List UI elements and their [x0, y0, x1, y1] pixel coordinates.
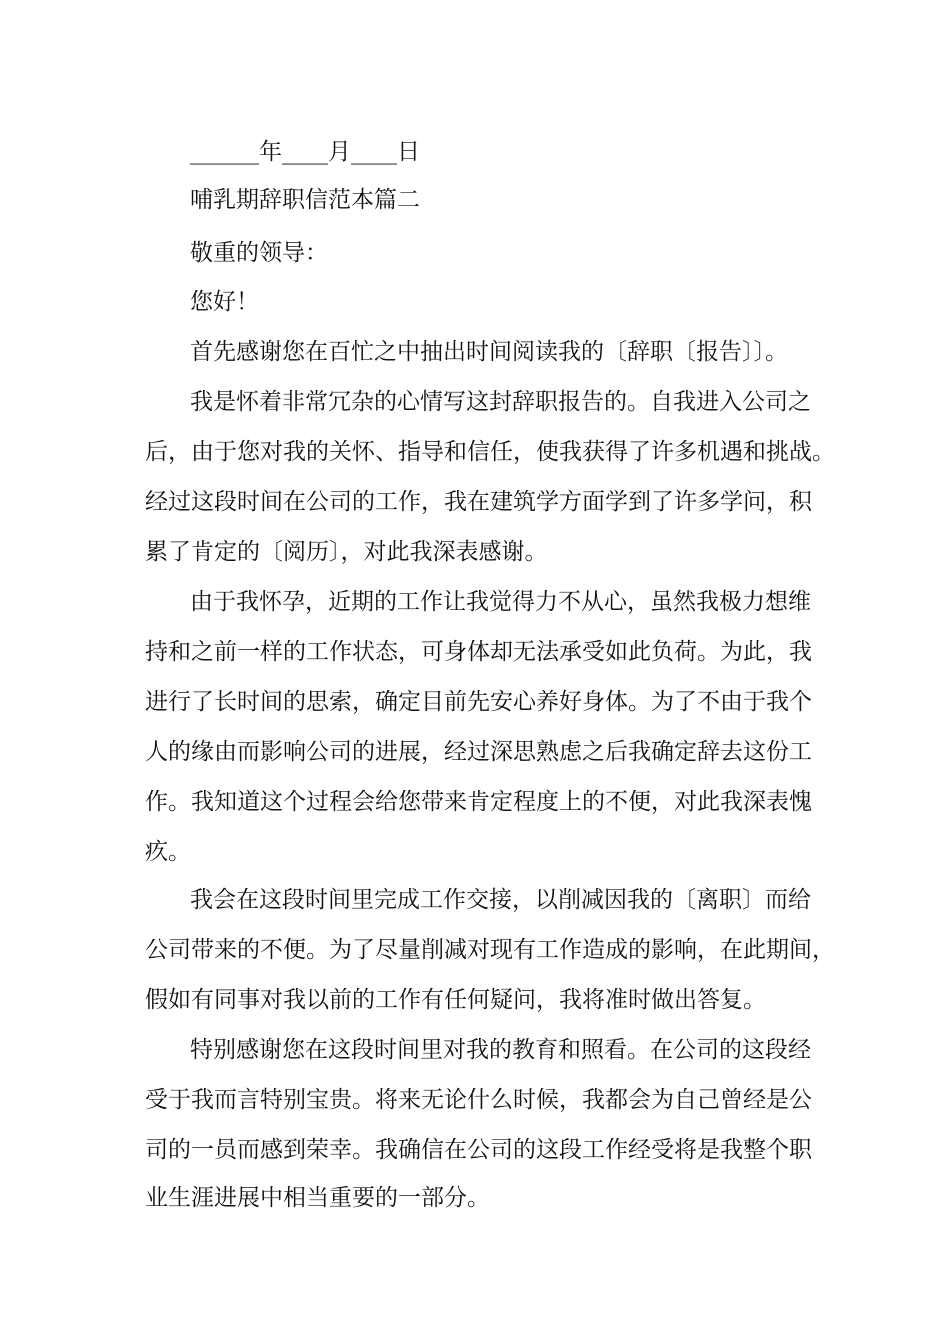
year-blank: ______: [190, 139, 259, 165]
paragraph-2-line-2: 后，由于您对我的关怀、指导和信任，使我获得了许多机遇和挑战。: [145, 439, 835, 465]
date-line: [190, 137, 420, 167]
month-label: 月: [328, 139, 351, 165]
paragraph-3-line-2: 持和之前一样的工作状态，可身体却无法承受如此负荷。为此，我: [145, 639, 812, 665]
year-label: 年: [259, 139, 282, 165]
greeting: 您好！: [190, 289, 259, 315]
paragraph-3-line-1: 由于我怀孕，近期的工作让我觉得力不从心，虽然我极力想维: [190, 589, 811, 615]
paragraph-2-line-3: 经过这段时间在公司的工作，我在建筑学方面学到了许多学问，积: [145, 489, 812, 515]
salutation: 敬重的领导：: [190, 240, 328, 266]
month-blank: ____: [282, 139, 328, 165]
paragraph-2-line-4: 累了肯定的〔阅历〕，对此我深表感谢。: [145, 539, 548, 565]
paragraph-5-line-1: 特别感谢您在这段时间里对我的教育和照看。在公司的这段经: [190, 1037, 811, 1063]
paragraph-3-line-4: 人的缘由而影响公司的进展，经过深思熟虑之后我确定辞去这份工: [145, 739, 812, 765]
paragraph-1-line-1: 首先感谢您在百忙之中抽出时间阅读我的〔辞职〔报告〕〕。: [190, 339, 788, 365]
document-title: 哺乳期辞职信范本篇二: [190, 187, 420, 213]
paragraph-5-line-2: 受于我而言特别宝贵。将来无论什么时候，我都会为自己曾经是公: [145, 1087, 812, 1113]
paragraph-5-line-3: 司的一员而感到荣幸。我确信在公司的这段工作经受将是我整个职: [145, 1137, 812, 1163]
paragraph-4-line-2: 公司带来的不便。为了尽量削减对现有工作造成的影响，在此期间，: [145, 937, 835, 963]
day-label: 日: [397, 139, 420, 165]
paragraph-3-line-3: 进行了长时间的思索，确定目前先安心养好身体。为了不由于我个: [145, 689, 812, 715]
paragraph-4-line-3: 假如有同事对我以前的工作有任何疑问，我将准时做出答复。: [145, 987, 766, 1013]
paragraph-3-line-6: 疚。: [145, 839, 191, 865]
paragraph-5-line-4: 业生涯进展中相当重要的一部分。: [145, 1185, 490, 1211]
day-blank: ____: [351, 139, 397, 165]
paragraph-4-line-1: 我会在这段时间里完成工作交接，以削减因我的〔离职〕而给: [190, 887, 811, 913]
paragraph-2-line-1: 我是怀着非常冗杂的心情写这封辞职报告的。自我进入公司之: [190, 389, 811, 415]
paragraph-3-line-5: 作。我知道这个过程会给您带来肯定程度上的不便，对此我深表愧: [145, 789, 812, 815]
